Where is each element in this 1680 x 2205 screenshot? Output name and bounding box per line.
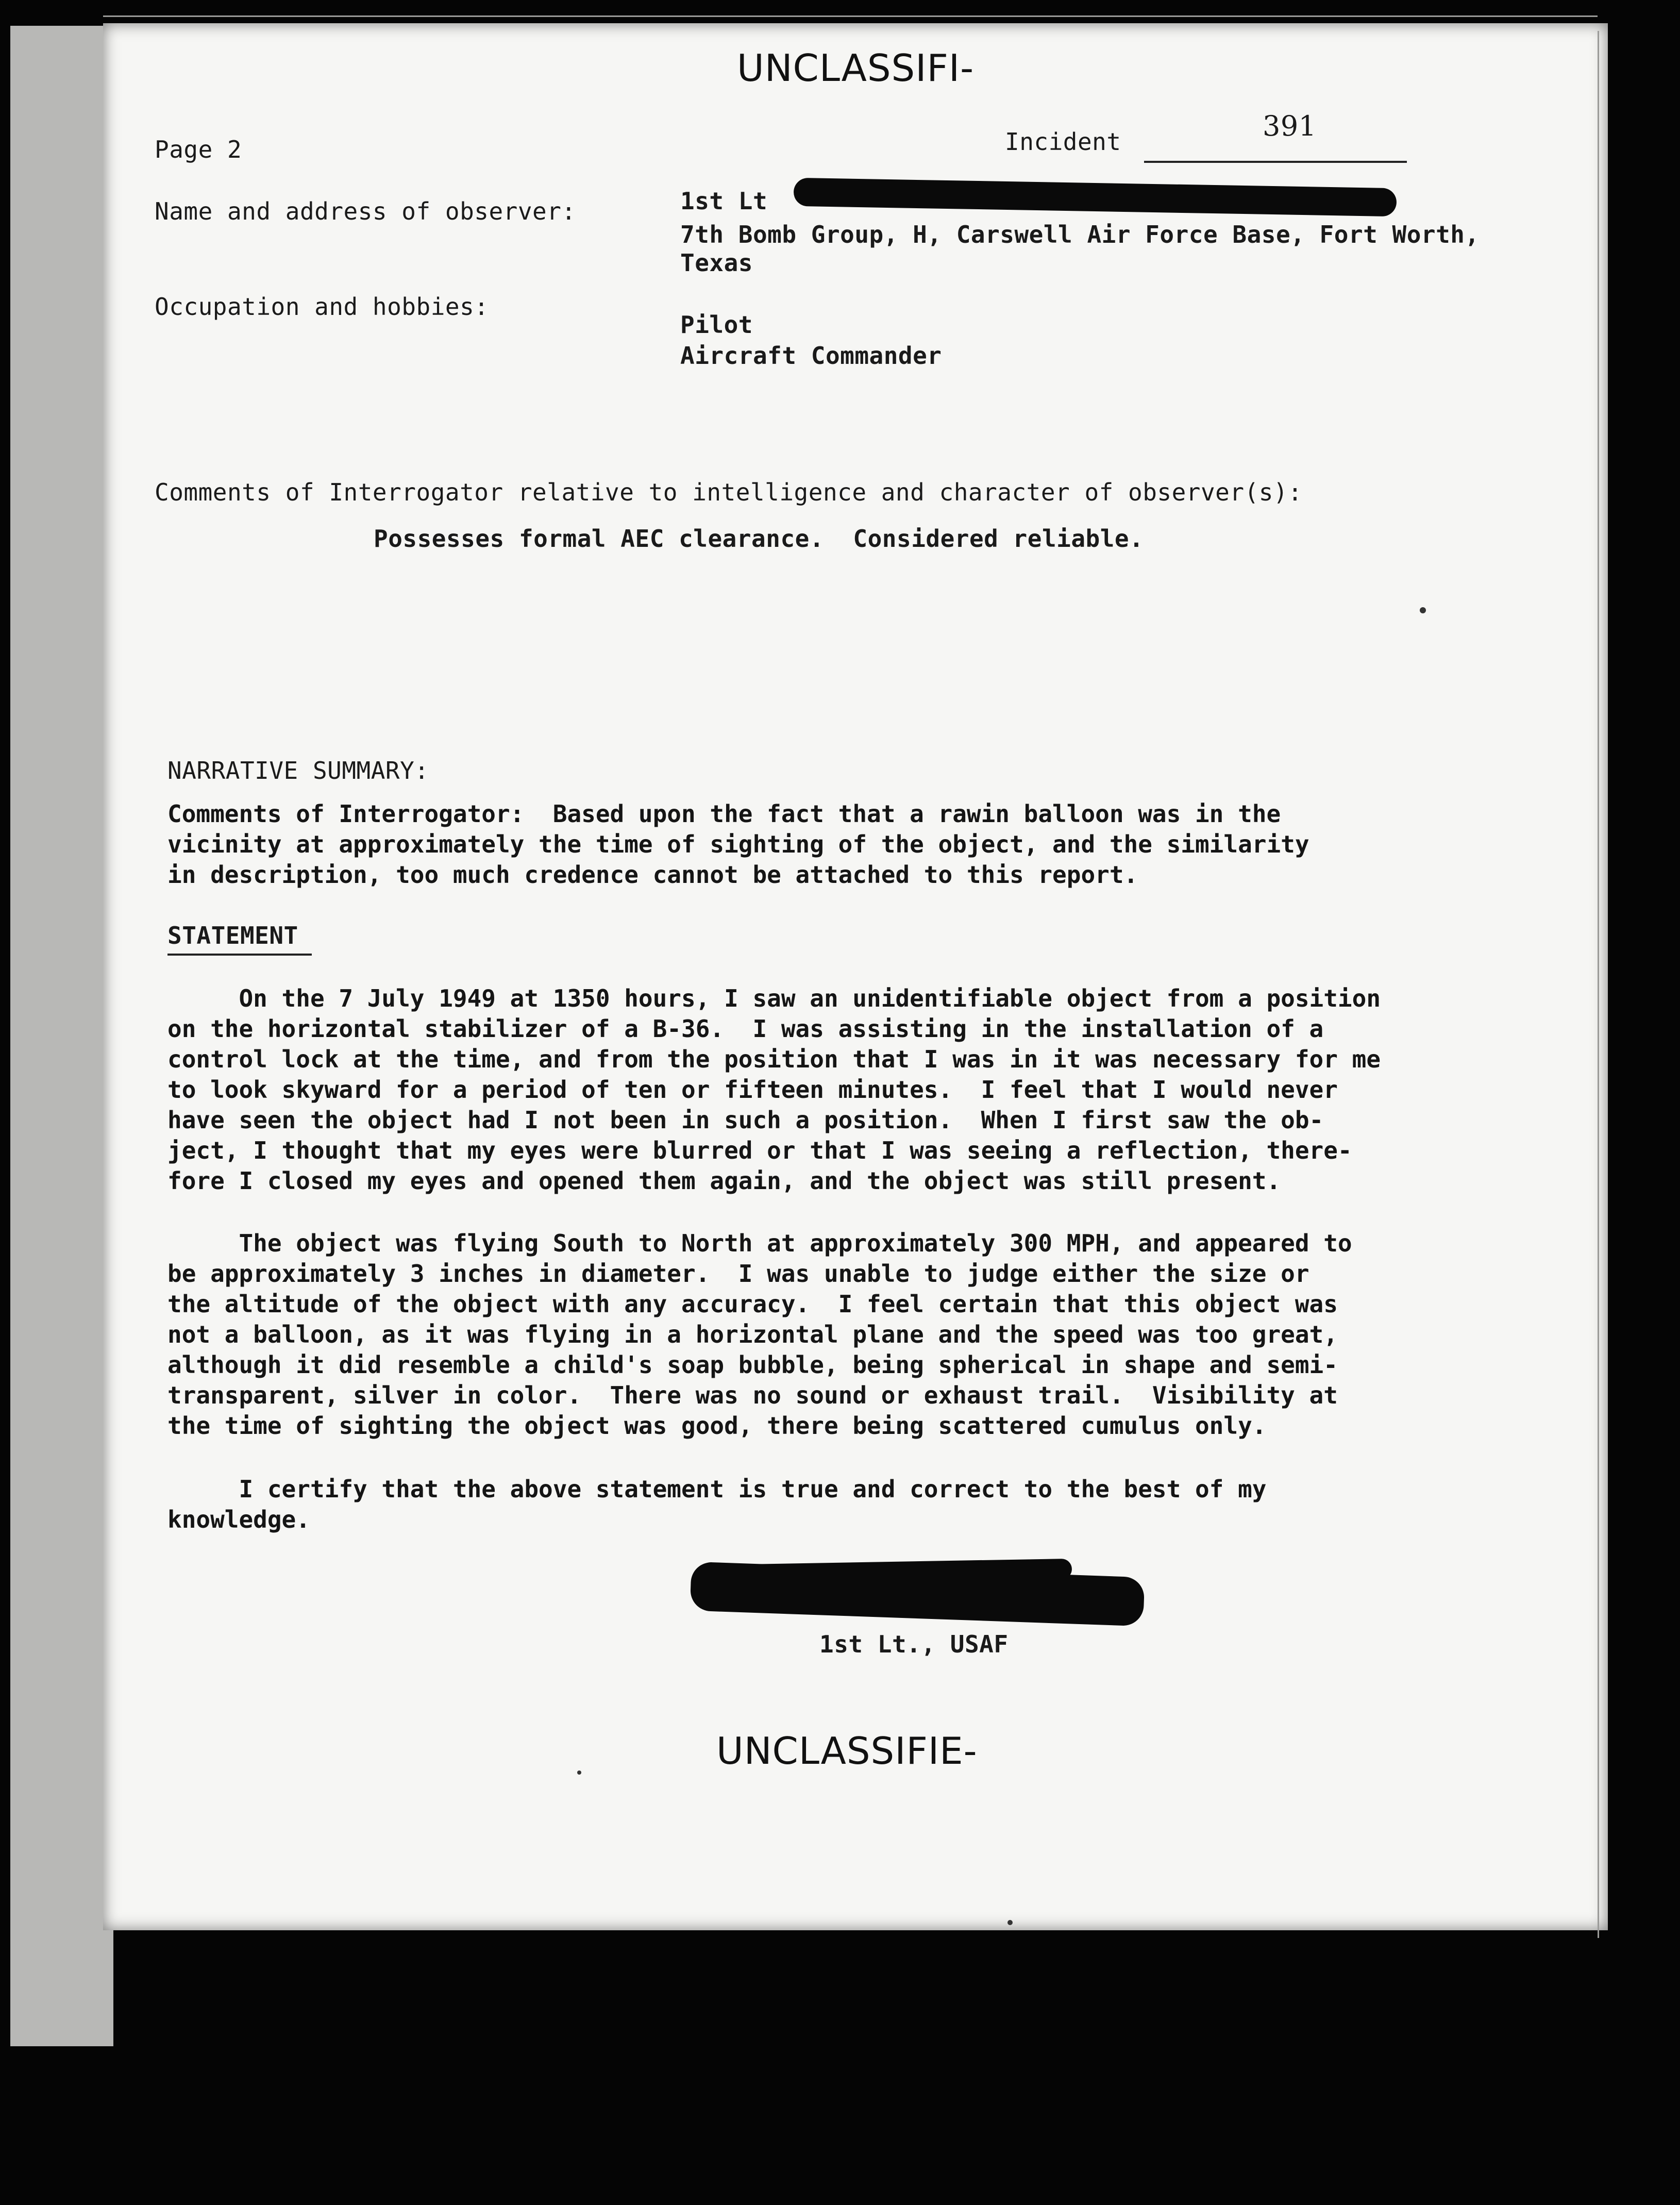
incident-label: Incident bbox=[1005, 128, 1121, 156]
signature-rank: 1st Lt., USAF bbox=[819, 1630, 1009, 1658]
p1-line: fore I closed my eyes and opened them again, and the object was still present. bbox=[167, 1167, 1281, 1195]
p3-line: knowledge. bbox=[167, 1506, 310, 1533]
statement-heading: STATEMENT bbox=[167, 922, 298, 949]
observer-name-line1: 1st Lt bbox=[680, 187, 768, 215]
p2-line: The object was flying South to North at approximately 300 MPH, and appeared to bbox=[167, 1229, 1352, 1257]
incident-underline bbox=[1144, 161, 1407, 163]
p2-line: although it did resemble a child's soap bubble, being spherical in shape and semi- bbox=[167, 1351, 1338, 1379]
p2-line: be approximately 3 inches in diameter. I was unable to judge either the size or bbox=[167, 1260, 1309, 1288]
p1-line: have seen the object had I not been in such a position. When I first saw the ob- bbox=[167, 1106, 1324, 1134]
speck bbox=[577, 1770, 581, 1775]
scan-edge-right bbox=[1598, 31, 1599, 1938]
occupation-line2: Aircraft Commander bbox=[680, 342, 942, 370]
unclassified-stamp-top: UNCLASSIFI‐ bbox=[737, 46, 975, 90]
p2-line: the time of sighting the object was good, there being scattered cumulus only. bbox=[167, 1412, 1267, 1440]
p3-line: I certify that the above statement is true and correct to the best of my bbox=[167, 1475, 1267, 1503]
p1-line: control lock at the time, and from the position that I was in it was necessary for me bbox=[167, 1045, 1381, 1073]
unclassified-stamp-bottom: UNCLASSIFIE‐ bbox=[716, 1729, 978, 1773]
scanner-margin bbox=[10, 26, 113, 2046]
p1-line: On the 7 July 1949 at 1350 hours, I saw an unidentifiable object from a position bbox=[167, 984, 1381, 1012]
p2-line: the altitude of the object with any accuracy. I feel certain that this object was bbox=[167, 1290, 1338, 1318]
occupation-line1: Pilot bbox=[680, 311, 753, 339]
p1-line: to look skyward for a period of ten or fifteen minutes. I feel that I would never bbox=[167, 1076, 1338, 1104]
statement-underline bbox=[167, 954, 312, 956]
p2-line: transparent, silver in color. There was no sound or exhaust trail. Visibility at bbox=[167, 1381, 1338, 1409]
narrative-line1: Comments of Interrogator: Based upon the fact that a rawin balloon was in the bbox=[167, 800, 1281, 828]
incident-number: 391 bbox=[1263, 110, 1317, 142]
observer-address-line: 7th Bomb Group, H, Carswell Air Force Base, Fort Worth, bbox=[680, 221, 1480, 248]
page-label: Page 2 bbox=[155, 136, 242, 163]
interrogator-comments-label: Comments of Interrogator relative to intelligence and character of observer(s): bbox=[155, 478, 1303, 506]
scan-edge-top bbox=[103, 15, 1598, 17]
p1-line: ject, I thought that my eyes were blurred or that I was seeing a reflection, there- bbox=[167, 1137, 1352, 1164]
speck bbox=[1007, 1920, 1013, 1925]
narrative-line3: in description, too much credence cannot be attached to this report. bbox=[167, 861, 1138, 889]
p2-line: not a balloon, as it was flying in a horizontal plane and the speed was too great, bbox=[167, 1321, 1338, 1348]
narrative-heading: NARRATIVE SUMMARY: bbox=[167, 757, 429, 784]
observer-address-state: Texas bbox=[680, 249, 753, 277]
occupation-label: Occupation and hobbies: bbox=[155, 293, 489, 321]
interrogator-comments-value: Possesses formal AEC clearance. Considered reliable. bbox=[374, 525, 1144, 553]
narrative-line2: vicinity at approximately the time of sighting of the object, and the similarity bbox=[167, 830, 1309, 858]
speck bbox=[1420, 607, 1426, 613]
observer-name-label: Name and address of observer: bbox=[155, 197, 576, 225]
p1-line: on the horizontal stabilizer of a B-36. I was assisting in the installation of a bbox=[167, 1015, 1324, 1043]
